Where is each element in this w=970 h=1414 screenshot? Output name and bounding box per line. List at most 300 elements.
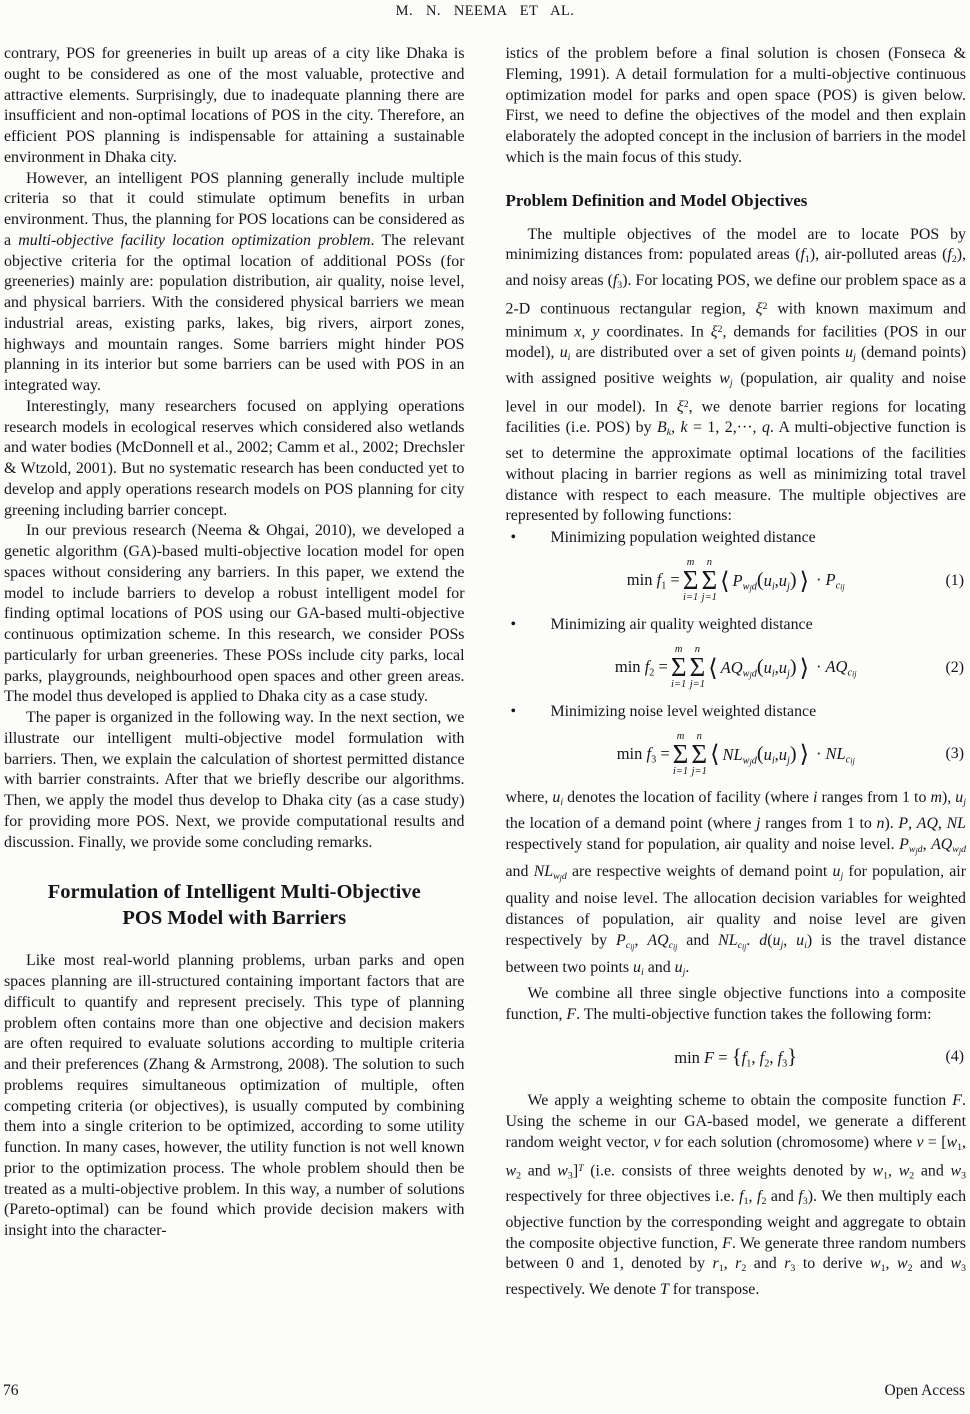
equation-core	[674, 1045, 797, 1069]
text-run: ,	[888, 1162, 899, 1180]
text-run: u	[955, 789, 964, 807]
text-run: w	[952, 844, 959, 856]
text-run: d	[961, 844, 966, 856]
text-run: c	[625, 939, 631, 951]
text-run: min	[614, 657, 645, 677]
text-run: 2	[717, 324, 723, 336]
text-run: i	[641, 967, 644, 979]
angle-bracket-left-icon: ⟨	[710, 740, 720, 769]
bullet-icon: •	[510, 702, 517, 720]
text-run: u	[559, 344, 568, 362]
angle-bracket-left-icon: ⟨	[720, 566, 730, 595]
text-run: f	[644, 657, 650, 677]
paragraph: In our previous research (Neema & Ohgai, 2010), we developed a genetic algorithm (GA)-based multi-objective location model for open spaces without considering any barriers. In this paper, we extend the model to include barriers to develop a robust intelligent model for finding optimal locations of POS using our GA-based multi-objective continuous optimization scheme. In this research, we consider POSs particularly for urban greeneries. These POSs include city parks, local parks, playgrounds, neighbourhood open spaces and other green areas. The model thus developed is applied to Dhaka city as a case study.	[4, 522, 465, 706]
text-run: f	[612, 272, 618, 290]
text-run: 2	[909, 1170, 915, 1182]
text-run: d	[751, 581, 757, 593]
text-run: j	[853, 352, 856, 364]
text-run: and	[505, 863, 534, 881]
text-run: ij	[850, 756, 855, 766]
sigma-icon: Σ	[689, 652, 706, 683]
paragraph: The paper is organized in the following way. In the next section, we illustrate our intelligent multi-objective model formulation with barriers. Then, we explain the calculation of shortest permitted distance with barrier constraints. After that we briefly describe our algorithms. Then, we apply the model thus develop to Dhaka city (as a case study) for providing more POS. Next, we provide computational results and discussion. Finally, we provide some concluding remarks.	[4, 709, 465, 851]
sum-upper-limit: m	[686, 557, 695, 569]
section-heading	[4, 879, 465, 931]
text-run: ).	[884, 815, 899, 833]
text-run: u	[778, 571, 788, 591]
text-run: for population, air quality and noise level. The allocation decision variables for weighted distances of population, air quality and noise level are given respectively by	[505, 863, 966, 949]
text-run: r	[784, 1255, 791, 1273]
text-run: for each solution (chromosome) where	[660, 1133, 917, 1151]
text-run: = 1, 2,···,	[687, 419, 762, 437]
text-run: w	[950, 1162, 962, 1180]
text-run: . The relevant objective criteria for the optimal location of additional POSs (for greeneries) mainly are: population distribution, air quality, noise level, and physical barriers. With the considered physical barriers we mean industrial areas, existing parks, lakes, big rivers, airport zones, highways and mountain ranges. Some barriers might hinder POS planning in its interior but some barriers can be used with POS in an integrated way.	[4, 231, 465, 394]
text-run: are respective weights of demand point	[566, 863, 833, 881]
text-run: and	[912, 1255, 951, 1273]
text-run: ξ	[676, 398, 684, 416]
text-run: w	[896, 1255, 908, 1273]
sigma-icon: Σ	[682, 565, 699, 596]
text-run: c	[847, 667, 853, 679]
text-run: . The multi-objective function takes the following form:	[576, 1005, 932, 1023]
text-run: (population, air quality and noise level in our model). In	[505, 370, 966, 416]
text-run: ,	[922, 836, 932, 854]
text-run: i	[771, 581, 775, 593]
text-run: AQ	[647, 931, 669, 949]
equation-body	[673, 1045, 799, 1069]
text-run: w	[719, 370, 730, 388]
text-run: i	[771, 754, 775, 766]
text-run: ranges from 1 to	[760, 815, 877, 833]
text-run: d	[759, 931, 768, 949]
text-run: =	[714, 1048, 732, 1068]
equation-number: (3)	[945, 745, 964, 763]
text-run: j	[756, 815, 761, 833]
paragraph	[506, 1091, 967, 1301]
text-run: m	[930, 789, 942, 807]
left-column	[4, 44, 465, 1301]
text-run: ij	[672, 942, 678, 952]
text-run: 3	[961, 1263, 967, 1275]
text-run: 1	[743, 1196, 749, 1208]
bullet-icon: •	[510, 615, 517, 633]
sum-lower-limit: i=1	[672, 765, 689, 777]
text-run: 3	[802, 1196, 808, 1208]
bullet-label: Minimizing noise level weighted distance	[550, 702, 817, 720]
summation-icon	[671, 645, 687, 690]
text-run: w	[557, 1162, 568, 1180]
text-run: and	[643, 958, 675, 976]
text-run: P	[615, 931, 626, 949]
text-run: T	[578, 1162, 584, 1174]
text-run: P	[899, 836, 909, 854]
summation-icon	[683, 558, 699, 603]
text-run: 1	[880, 1263, 886, 1275]
text-run: w	[553, 871, 560, 883]
text-run: n	[876, 815, 885, 833]
text-run: = [	[923, 1133, 947, 1151]
text-run: w	[742, 668, 750, 680]
text-run: j	[787, 581, 790, 593]
text-run: 1	[883, 1170, 889, 1182]
text-run: with known maximum and minimum	[505, 300, 966, 341]
equation-number: (2)	[945, 658, 964, 676]
paragraph: Like most real-world planning problems, urban parks and open spaces planning are ill-structured containing important factors that are difficult to quantify and represent precisely. This type of planning problem often contains more than one objective and decision makers are often required to evaluate solutions according to multiple criteria and their preferences (Zhang & Armstrong, 2008). The solution to such problems requires simultaneous optimization of multiple, often competing criteria (or objectives), is usually computed by combining them into a single criterion to be optimized, according to some utility function. In many cases, however, the utility function is not well known prior to the optimization process. The whole problem should then be treated as a multi-objective problem. In this way, a number of solutions (Pareto-optimal) can be found which provide decision makers with insight into the character-	[4, 952, 465, 1239]
text-run: . We generate three random numbers between 0 and 1, denoted by	[505, 1234, 966, 1273]
bullet-item	[506, 702, 967, 723]
text-run: )	[789, 569, 797, 592]
text-run: ξ	[710, 323, 718, 341]
text-run: ·	[815, 570, 822, 590]
text-run: j	[729, 378, 733, 390]
text-run: 1	[746, 1058, 752, 1070]
text-run: NL	[946, 815, 966, 833]
text-run: f	[777, 1048, 783, 1068]
text-run: ,	[723, 1255, 736, 1273]
text-run: ,	[962, 1133, 967, 1151]
text-run: f	[757, 1188, 762, 1206]
equation-body	[615, 732, 856, 777]
text-run: . Using the scheme in our GA-based model, we generate a different random weight vector,	[505, 1092, 966, 1151]
text-run: i	[560, 797, 564, 809]
sigma-icon: Σ	[691, 738, 708, 769]
text-run: j	[915, 846, 918, 856]
text-run: d	[751, 754, 757, 766]
text-run: 2	[951, 254, 957, 266]
text-run: (	[767, 931, 773, 949]
text-run: u	[763, 744, 772, 764]
text-run: w	[946, 1133, 958, 1151]
open-access-label: Open Access	[884, 1382, 965, 1399]
text-run: ij	[630, 942, 635, 952]
text-run: 3	[617, 280, 623, 292]
text-run: are distributed over a set of given points	[570, 344, 846, 362]
text-run: {	[731, 1045, 742, 1069]
text-run: f	[800, 246, 805, 264]
text-run: ,	[774, 657, 779, 677]
sum-upper-limit: n	[696, 730, 702, 742]
text-run: i	[813, 789, 818, 807]
text-run: j	[963, 797, 966, 809]
text-run: d	[917, 844, 923, 856]
text-run: NL	[718, 931, 738, 949]
text-run: ·	[815, 656, 822, 676]
text-run: c	[845, 753, 851, 765]
text-run: (demand points) with assigned positive weights	[505, 344, 967, 388]
text-run: 2	[741, 1263, 747, 1275]
bullet-item	[506, 615, 967, 636]
text-run: ), air-polluted areas (	[809, 246, 948, 264]
subsection-heading: Problem Definition and Model Objectives	[505, 190, 808, 210]
text-run: The multiple objectives of the model are to locate POS by minimizing distances from: populated areas (	[505, 225, 966, 264]
text-run: ) is the travel distance between two points	[505, 931, 966, 976]
text-run: AQ	[931, 836, 953, 854]
two-column-body	[4, 44, 966, 1301]
paragraph: Interestingly, many researchers focused on applying operations research models in ecological reserves which considered also wetlands and water bodies (McDonnell et al., 2002; Camm et al., 2002; Drechsler & Wtzold, 2001). But no systematic research has been conducted yet to develop and apply operations research models on POS planning for city greening including barrier concept.	[4, 397, 465, 519]
text-run: f	[759, 1048, 765, 1068]
equation-number: (1)	[945, 571, 964, 589]
text-run: ,	[885, 1255, 897, 1273]
section-heading-line2: POS Model with Barriers	[122, 907, 347, 930]
text-run: respectively stand for population, air quality and noise level.	[505, 836, 900, 854]
text-run: NL	[533, 863, 554, 881]
text-run: u	[763, 657, 772, 677]
paragraph	[4, 169, 465, 397]
paragraph	[506, 788, 967, 983]
text-run: u	[796, 931, 805, 949]
text-run: u	[674, 958, 683, 976]
summation-icon	[701, 558, 717, 603]
text-run: 3	[961, 1170, 967, 1182]
text-run: .	[746, 931, 760, 949]
text-run: w	[742, 581, 750, 593]
text-run: ),	[941, 789, 956, 807]
bullet-item	[506, 528, 967, 549]
text-run: u	[778, 744, 788, 764]
text-run: c	[668, 939, 673, 951]
text-run: w	[505, 1162, 517, 1180]
equation-tail	[812, 744, 855, 766]
text-run: u	[845, 344, 854, 362]
text-run: w	[908, 844, 916, 856]
text-run: f	[739, 1188, 744, 1206]
text-run: , demands for facilities (POS in our model),	[505, 323, 966, 362]
section-heading-line1: Formulation of Intelligent Multi-Objective	[47, 881, 421, 904]
text-run: 2	[762, 301, 768, 313]
text-run: v	[653, 1133, 661, 1151]
text-run: ,	[783, 931, 797, 949]
text-run: ,	[634, 931, 648, 949]
text-run: AQ	[916, 815, 938, 833]
text-run: ). For locating POS, we define our problem space as a 2-D continuous rectangular region,	[505, 272, 967, 318]
text-run: k	[666, 427, 672, 439]
equation-4	[506, 1034, 967, 1080]
equation-lhs	[617, 744, 670, 765]
text-run: 3	[782, 1058, 788, 1070]
text-run: j	[682, 967, 686, 979]
sum-upper-limit: n	[694, 644, 701, 656]
text-run: j	[787, 668, 790, 680]
text-run: ,	[937, 815, 947, 833]
text-run: and	[677, 931, 719, 949]
text-run: 1	[661, 580, 667, 592]
text-run: ,	[581, 323, 593, 341]
text-run: w	[872, 1162, 884, 1180]
sum-lower-limit: j=1	[701, 592, 717, 604]
angle-bracket-right-icon: ⟩	[799, 653, 809, 682]
text-run: r	[712, 1255, 719, 1273]
text-run: T	[659, 1281, 669, 1299]
equation-number: (4)	[945, 1048, 964, 1066]
text-run: j	[749, 583, 752, 593]
text-run: ,	[751, 1048, 760, 1068]
summation-icon	[691, 732, 707, 777]
text-run: coordinates. In	[599, 323, 711, 341]
text-run: i	[804, 939, 807, 951]
text-run: j	[958, 846, 962, 856]
angle-bracket-right-icon: ⟩	[799, 740, 809, 769]
text-run: j	[749, 757, 752, 767]
text-run: 2	[516, 1170, 522, 1182]
text-run: 2	[907, 1263, 913, 1275]
text-run: P	[898, 815, 909, 833]
text-run: for transpose.	[668, 1281, 760, 1299]
text-run: min	[616, 743, 647, 763]
text-run: x	[574, 323, 582, 341]
text-run: ,	[908, 815, 917, 833]
text-run: and	[521, 1162, 558, 1180]
text-run: where,	[505, 789, 553, 807]
text-run: 2	[764, 1058, 770, 1070]
text-run: ,	[774, 571, 779, 591]
text-run: r	[735, 1255, 742, 1273]
sum-upper-limit: n	[706, 557, 712, 569]
equation-body	[625, 558, 846, 603]
bullet-icon: •	[510, 529, 517, 547]
text-run: f	[741, 1048, 747, 1068]
paragraph: istics of the problem before a final solution is chosen (Fonseca & Fleming, 1991). A detail formulation for a multi-objective continuous optimization model for parks and open space (POS) is given below. First, we need to define the objectives of the model and then explain elaborately the adopted concept in the inclusion of barriers in the model which is the main focus of this study.	[505, 45, 966, 166]
text-run: 1	[718, 1263, 724, 1275]
text-run: ξ	[755, 300, 763, 318]
text-run: w	[869, 1255, 881, 1273]
text-run: 2	[683, 399, 689, 411]
text-run: f	[798, 1188, 803, 1206]
text-run: ,	[774, 744, 779, 764]
text-run: c	[835, 580, 841, 592]
text-run: 1	[804, 254, 810, 266]
right-column	[506, 44, 967, 1301]
text-run: ·	[815, 743, 822, 763]
text-run: P	[825, 570, 836, 590]
text-run: F	[722, 1234, 732, 1252]
text-run: ]	[572, 1162, 579, 1180]
sum-lower-limit: i=1	[682, 592, 699, 604]
text-run: denotes the location of facility (where	[563, 789, 814, 807]
paragraph: contrary, POS for greeneries in built up areas of a city like Dhaka is ought to be considered as one of the most valuable, protective and attractive elements. Surprisingly, due to inadequate planning there are insufficient and non-optimal locations of POS in the city. Therefore, an efficient POS planning is indispensable for attaining a sustainable environment in Dhaka city.	[4, 45, 465, 166]
text-run: y	[592, 323, 600, 341]
equation-tail	[812, 570, 845, 592]
text-run: i	[771, 668, 775, 680]
sum-lower-limit: j=1	[691, 765, 707, 777]
text-run: ij	[741, 942, 747, 952]
text-run: However, an intelligent POS planning generally include multiple criteria so that it could stimulate optimum benefits in urban environment. Thus, the planning for POS locations can be considered as a	[4, 169, 465, 249]
text-run: f	[947, 246, 952, 264]
text-run: d	[561, 871, 567, 883]
equation-lhs	[615, 657, 668, 678]
paragraph	[506, 225, 967, 528]
text-run: min	[674, 1048, 705, 1068]
text-run: f	[646, 743, 652, 763]
text-run: )	[789, 742, 797, 765]
text-run: u	[778, 657, 788, 677]
text-run: We combine all three single objective functions into a composite function,	[505, 984, 966, 1023]
text-run: q	[761, 419, 770, 437]
text-run: P	[732, 571, 743, 591]
sum-upper-limit: m	[674, 644, 683, 656]
text-run: j	[559, 873, 562, 883]
text-run: u	[832, 863, 841, 881]
summation-icon	[673, 732, 689, 777]
text-run: w	[950, 1255, 962, 1273]
text-run: )	[789, 655, 797, 678]
text-run: 3	[567, 1170, 573, 1182]
equation-core	[722, 743, 796, 767]
text-run: 2	[649, 667, 655, 679]
text-run: =	[654, 657, 668, 677]
text-run: min	[626, 570, 657, 590]
text-run: multi-objective facility location optimization problem	[18, 231, 371, 249]
text-run: ,	[671, 419, 681, 437]
text-run: NL	[825, 743, 846, 763]
text-run: (	[756, 655, 764, 678]
text-run: respectively. We denote	[505, 1281, 660, 1299]
text-run: to derive	[795, 1255, 870, 1273]
text-run: j	[787, 754, 790, 766]
page-number: 76	[3, 1382, 19, 1399]
text-run: j	[749, 670, 752, 680]
text-run: the location of a demand point (where	[505, 815, 757, 833]
text-run: c	[737, 939, 742, 951]
bullet-label: Minimizing air quality weighted distance	[550, 615, 813, 633]
text-run: F	[952, 1092, 963, 1110]
text-run: 3	[651, 754, 657, 766]
angle-bracket-right-icon: ⟩	[799, 566, 809, 595]
sigma-icon: Σ	[672, 738, 689, 769]
text-run: ij	[852, 669, 857, 679]
text-run: w	[898, 1162, 910, 1180]
text-run: (	[756, 742, 764, 765]
text-run: F	[704, 1048, 715, 1068]
equation-core	[733, 569, 797, 593]
text-run: 1	[957, 1141, 963, 1153]
equation-3	[506, 731, 967, 777]
text-run: d	[751, 668, 757, 680]
text-run: w	[742, 754, 750, 766]
text-run: 3	[790, 1263, 796, 1275]
sum-upper-limit: m	[676, 730, 685, 742]
text-run: 2	[761, 1196, 767, 1208]
text-run: . A multi-objective function is set to determine the approximate optimal locations of the facilities without placing in barrier regions as well as minimizing total travel distance with respect to each measure. The multiple objectives are represented by following functions:	[505, 419, 966, 525]
text-run: ,	[748, 1188, 758, 1206]
text-run: u	[552, 789, 561, 807]
text-run: =	[666, 570, 680, 590]
text-run: u	[763, 571, 772, 591]
sum-lower-limit: j=1	[689, 679, 706, 691]
text-run: and	[766, 1188, 799, 1206]
equation-tail	[812, 657, 857, 679]
text-run: We apply a weighting scheme to obtain the composite function	[527, 1092, 953, 1110]
equation-lhs	[627, 570, 680, 591]
text-run: (	[756, 569, 764, 592]
text-run: ranges from 1 to	[817, 789, 931, 807]
equation-core	[721, 656, 797, 680]
text-run: respectively for three objectives i.e.	[505, 1188, 740, 1206]
text-run: ,	[769, 1048, 778, 1068]
equation-body	[613, 645, 858, 690]
text-run: , we denote barrier regions for locating facilities (i.e. POS) by	[505, 398, 967, 437]
text-run: and	[914, 1162, 951, 1180]
text-run: f	[656, 570, 662, 590]
text-run: B	[657, 419, 667, 437]
text-run: =	[656, 743, 670, 763]
text-run: and	[746, 1255, 785, 1273]
sigma-icon: Σ	[701, 565, 718, 596]
equation-2	[506, 645, 967, 691]
running-head: M. N. NEEMA ET AL.	[395, 3, 575, 19]
text-run: ij	[840, 582, 845, 592]
text-run: ), and noisy areas (	[505, 246, 967, 290]
bullet-label: Minimizing population weighted distance	[550, 529, 816, 547]
text-run: j	[840, 871, 844, 883]
